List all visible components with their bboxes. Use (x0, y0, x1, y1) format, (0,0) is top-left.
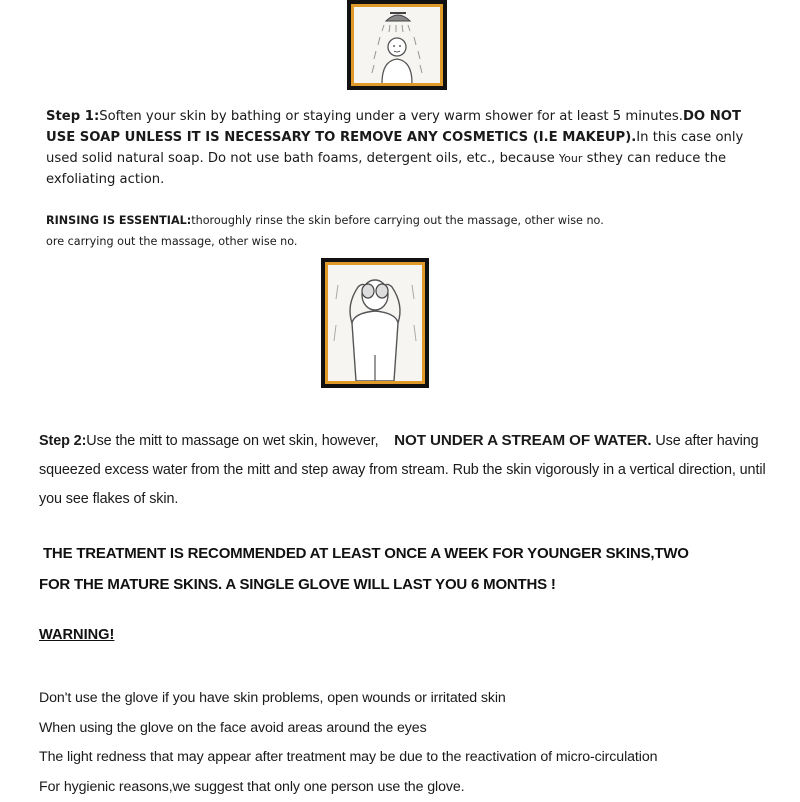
recommendation-line-1: THE TREATMENT IS RECOMMENDED AT LEAST ONCE A WEEK FOR YOUNGER SKINS,TWO (43, 545, 689, 562)
warning-item: For hygienic reasons,we suggest that only one person use the glove. (39, 773, 779, 802)
step2-label: Step 2: (39, 433, 86, 449)
rinsing-text-2: ore carrying out the massage, other wise no. (46, 235, 297, 248)
warning-list (39, 684, 779, 802)
rinsing-label: RINSING IS ESSENTIAL: (46, 214, 191, 227)
recommendation-text (39, 538, 779, 600)
shower-icon (354, 7, 440, 83)
step1-label: Step 1: (46, 109, 99, 124)
step2-emphasis: NOT UNDER A STREAM OF WATER. (394, 432, 651, 449)
step2-paragraph (39, 426, 769, 514)
shower-illustration (351, 4, 443, 86)
recommendation-line-2: FOR THE MATURE SKINS. A SINGLE GLOVE WILL LAST YOU 6 MONTHS ! (39, 576, 556, 593)
step2-text-b: Use after having squeezed excess water from the mitt and step away from stream. Rub the skin vigorously in a vertical direction, until you see flakes of skin. (39, 433, 766, 507)
rinsing-text: thoroughly rinse the skin before carrying out the massage, other wise no. (191, 214, 604, 227)
rinsing-paragraph (46, 210, 766, 252)
warning-title: WARNING! (39, 627, 114, 643)
step1-text-b: In this case only used solid natural soap. Do not use bath foams, detergent oils, etc., because (46, 130, 743, 166)
step1-text-c: sthey can reduce the exfoliating action. (46, 151, 726, 187)
step1-text-small: Your (559, 152, 582, 165)
warning-item: When using the glove on the face avoid areas around the eyes (39, 714, 779, 744)
step1-emphasis: DO NOT USE SOAP UNLESS IT IS NECESSARY TO REMOVE ANY COSMETICS (I.E MAKEUP). (46, 109, 741, 145)
step2-text-a: Use the mitt to massage on wet skin, however, (86, 433, 382, 449)
step1-text-a: Soften your skin by bathing or staying under a very warm shower for at least 5 minutes. (99, 109, 683, 124)
massage-icon (328, 265, 422, 381)
warning-item: The light redness that may appear after treatment may be due to the reactivation of micro-circulation (39, 743, 779, 773)
step1-paragraph (46, 106, 766, 190)
massage-illustration (325, 262, 425, 384)
warning-item: Don't use the glove if you have skin problems, open wounds or irritated skin (39, 684, 779, 714)
